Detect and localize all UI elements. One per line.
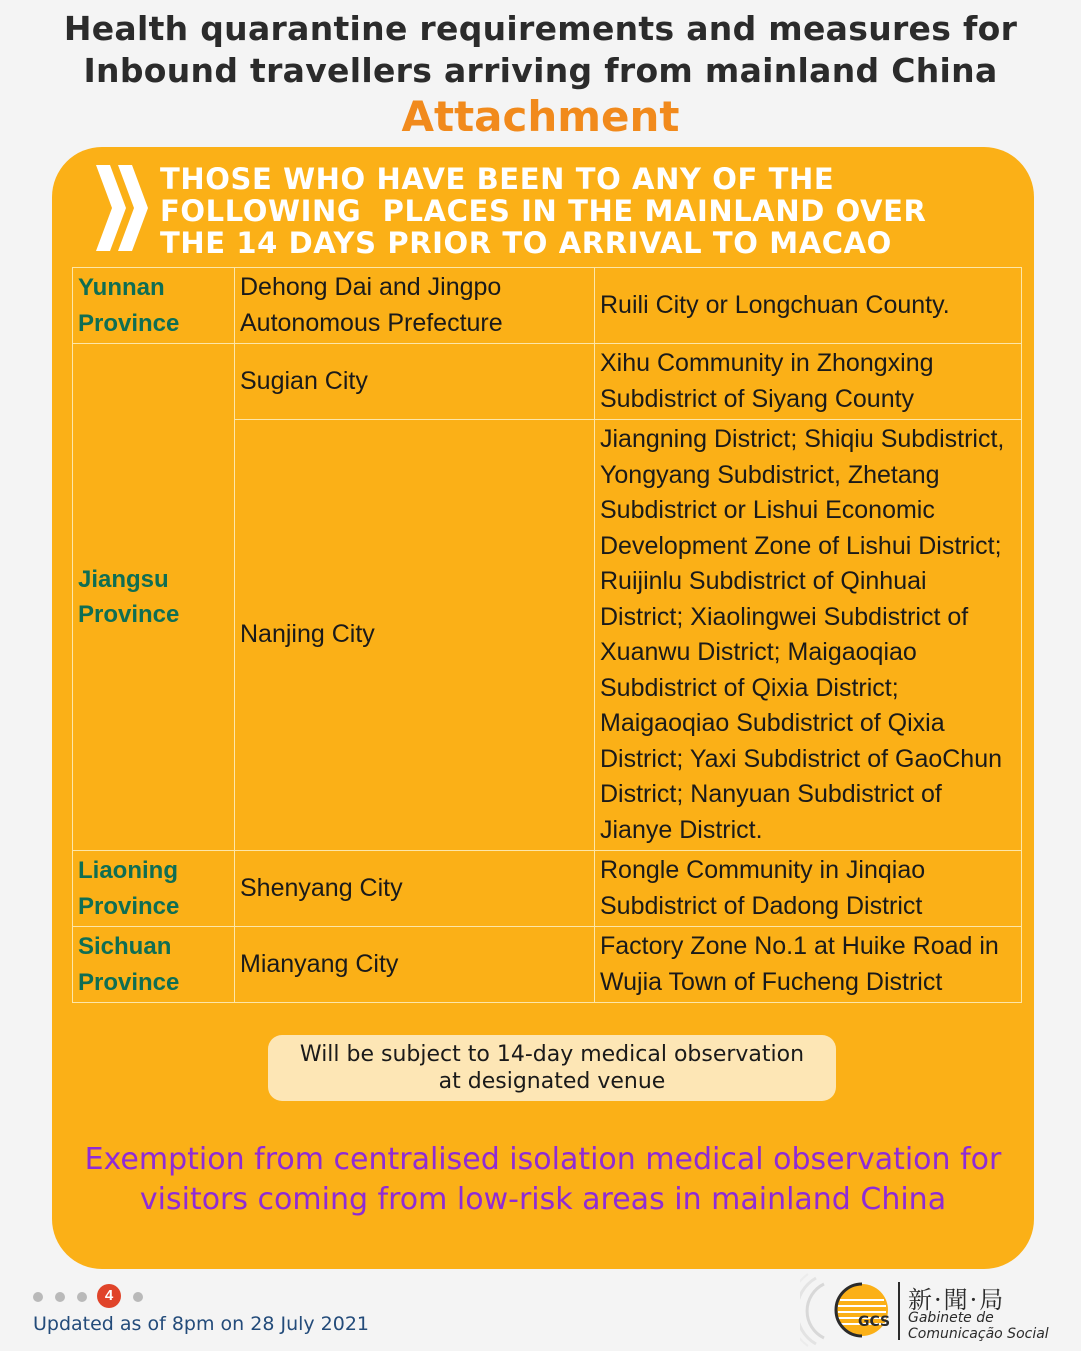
card-heading-line3: THE 14 DAYS PRIOR TO ARRIVAL TO MACAO [160,226,892,260]
logo-initials: GCS [858,1314,891,1330]
table-row [73,344,1022,420]
area-cell: Rongle Community in Jinqiao Subdistrict of Dadong District [595,851,1022,927]
places-table [72,267,1022,1003]
observation-notice [268,1035,836,1101]
page-title-line1: Health quarantine requirements and measures for [63,9,1018,48]
card-heading-line1: THOSE WHO HAVE BEEN TO ANY OF THE [160,162,835,196]
city-cell: Sugian City [235,344,595,420]
exemption-line2: visitors coming from low-risk areas in mainland China [139,1182,947,1217]
logo-portuguese-text [908,1310,1049,1342]
exemption-line1: Exemption from centralised isolation medical observation for [84,1142,1002,1177]
info-card [52,147,1034,1269]
city-cell: Nanjing City [235,420,595,851]
table-row [73,851,1022,927]
exemption-text [52,1140,1034,1220]
province-cell: Yunnan Province [73,268,235,344]
logo-pt-line1: Gabinete de [908,1310,994,1326]
page-dot[interactable] [77,1292,87,1302]
page-title-line2: Inbound travellers arriving from mainland China [83,51,998,90]
notice-line1: Will be subject to 14-day medical observation [299,1042,805,1067]
area-cell: Jiangning District; Shiqiu Subdistrict, Yongyang Subdistrict, Zhetang Subdistrict or Lishui Economic Development Zone of Lishui District; Ruijinlu Subdistrict of Qinhuai District; Xiaolingwei Subdistrict of Xuanwu District; Maigaoqiao Subdistrict of Qixia District; Maigaoqiao Subdistrict of Qixia District; Yaxi Subdistrict of GaoChun District; Nanyuan Subdistrict of Jianye District. [595,420,1022,851]
province-cell: Sichuan Province [73,927,235,1003]
updated-timestamp: Updated as of 8pm on 28 July 2021 [33,1313,370,1335]
province-cell: Jiangsu Province [73,344,235,851]
area-cell: Xihu Community in Zhongxing Subdistrict of Siyang County [595,344,1022,420]
page-subtitle: Attachment [401,92,680,141]
card-heading-line2: FOLLOWING PLACES IN THE MAINLAND OVER [160,194,927,228]
double-chevron-icon [96,165,152,251]
logo-chinese-text: 新·聞·局 [908,1286,1006,1314]
page-dot[interactable] [133,1292,143,1302]
province-cell: Liaoning Province [73,851,235,927]
notice-line2: at designated venue [438,1069,666,1094]
page-dot-active[interactable]: 4 [97,1284,121,1308]
page-dot[interactable] [55,1292,65,1302]
area-cell: Ruili City or Longchuan County. [595,268,1022,344]
table-row [73,927,1022,1003]
card-heading [160,163,1020,259]
city-cell: Shenyang City [235,851,595,927]
page-dot[interactable] [33,1292,43,1302]
city-cell: Dehong Dai and Jingpo Autonomous Prefecture [235,268,595,344]
city-cell: Mianyang City [235,927,595,1003]
area-cell: Factory Zone No.1 at Huike Road in Wujia Town of Fucheng District [595,927,1022,1003]
table-row [73,268,1022,344]
logo-divider [898,1282,900,1340]
logo-pt-line2: Comunicação Social [908,1326,1049,1342]
page-title [0,8,1081,92]
